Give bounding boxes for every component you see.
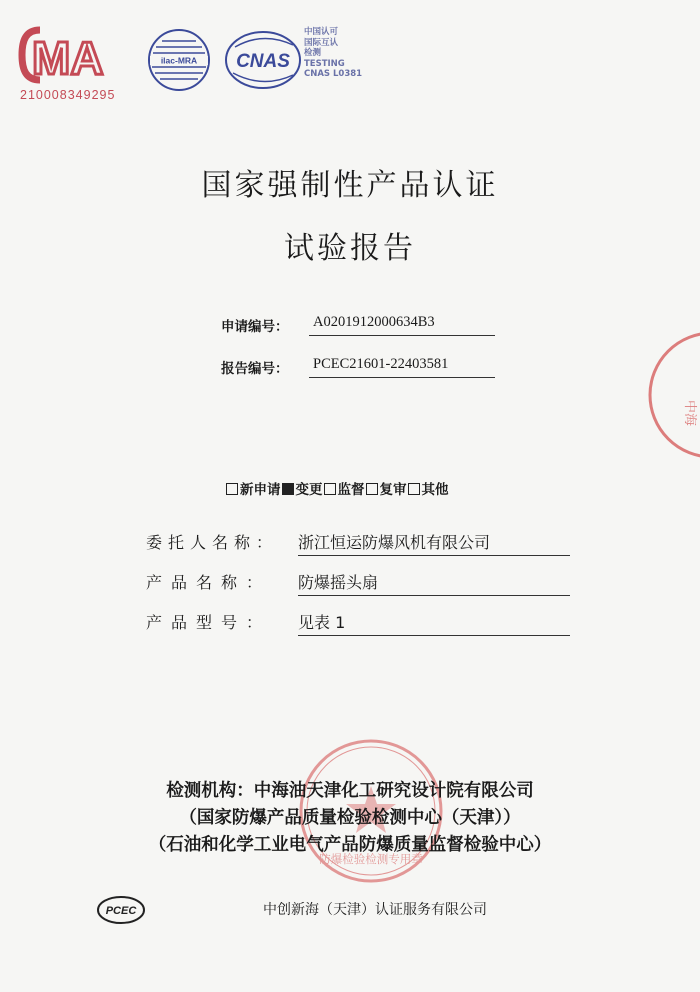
cma-logo-icon [18, 26, 122, 84]
checkbox-other [408, 483, 420, 495]
cma-number: 210008349295 [20, 88, 116, 102]
application-type-options [226, 478, 450, 498]
cnas-caption-line: CNAS L0381 [304, 69, 363, 79]
partial-seal-icon [640, 330, 700, 460]
model-label: 产品型号： [146, 613, 272, 632]
cnas-mark [223, 29, 303, 95]
client-label: 委托人名称： [146, 533, 279, 552]
checkbox-review [366, 483, 378, 495]
partial-seal-text: 中海 [682, 400, 697, 427]
institution-line-1: 检测机构：中海油天津化工研究设计院有限公司 [166, 781, 534, 801]
ilac-mra-mark [146, 27, 212, 97]
option-label: 监督 [337, 482, 365, 498]
option-label: 变更 [295, 482, 323, 498]
cma-mark [18, 26, 128, 102]
page-subtitle: 试验报告 [284, 231, 416, 266]
pcec-logo-icon [96, 895, 146, 925]
cnas-caption-line: 检测 [304, 48, 322, 58]
application-number-value: A0201912000634B3 [309, 314, 495, 336]
institution-line-2: （国家防爆产品质量检验检测中心（天津）） [179, 808, 521, 828]
model-value: 见表 1 [298, 610, 570, 636]
footer-organization: 中创新海（天津）认证服务有限公司 [263, 902, 487, 918]
checkbox-change [282, 483, 294, 495]
ilac-mra-icon [146, 27, 212, 93]
report-number-label: 报告编号： [221, 361, 289, 377]
cnas-caption-line: 国际互认 [304, 37, 339, 48]
option-label: 复审 [379, 482, 407, 498]
client-value: 浙江恒运防爆风机有限公司 [298, 530, 570, 556]
report-number-value: PCEC21601-22403581 [309, 356, 495, 378]
cnas-caption-line: 中国认可 [304, 27, 339, 37]
product-label: 产品名称： [146, 573, 272, 592]
cnas-caption-line: TESTING [304, 58, 345, 69]
product-value: 防爆摇头扇 [298, 570, 570, 596]
option-label: 其他 [421, 482, 449, 498]
cnas-caption [304, 27, 362, 80]
cma-logo-text: MA [32, 32, 104, 84]
option-label: 新申请 [240, 482, 281, 498]
application-number-label: 申请编号： [221, 319, 289, 335]
page-title: 国家强制性产品认证 [201, 168, 499, 203]
institution-line-3: （石油和化学工业电气产品防爆质量监督检验中心） [148, 835, 552, 855]
pcec-mark [96, 895, 146, 929]
seal-text: 防爆检验检测专用章 [319, 852, 423, 866]
ilac-mra-text: ilac-MRA [160, 55, 198, 66]
cnas-logo-text: CNAS [236, 51, 290, 72]
pcec-logo-text: PCEC [105, 905, 137, 917]
checkbox-supervision [324, 483, 336, 495]
checkbox-new-application [226, 483, 238, 495]
cnas-logo-icon [223, 29, 303, 91]
partial-seal [640, 330, 700, 464]
